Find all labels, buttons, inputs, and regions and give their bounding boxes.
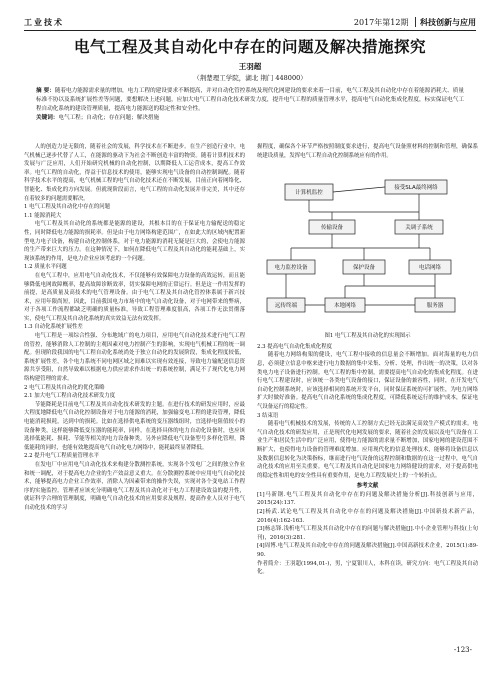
- subsection-heading: 2.2 提升电气工程质量管理水平: [24, 453, 99, 460]
- abstract-body: [36, 87, 464, 114]
- header-issue: 2017年第12期: [353, 18, 409, 27]
- header-journal: [354, 16, 476, 29]
- label-protect: 保护设备: [352, 265, 376, 272]
- paragraph: 在电气工程中，应用电气自动化技术，不仅能够有效保障电力设备的高效运转，而且能够降低电网故障概率，提高故障诊断效率，切实保障电网的正常运行。但是这一作用发挥的前提，是高质量及高技术的电气管理设备。由于电气工程及其自动化管控体系属于新兴技术，应用年限尚短，因此，目前我国电力市场中的电气自动化设备，对于电网带来的弊病，对于各项工作流程都缺乏明确的质量标准，导致工程管理难度很高，各项工作无法贯彻落实，使电气工程及其自动化系统的真实效益无法有效发挥。: [24, 272, 245, 322]
- author-bio: 作者简介：王羽超(1994,01-)，男，宁夏银川人，本科在读，研究方向：电气工程及其自动化。: [257, 560, 478, 576]
- label-control: 计算机监控: [295, 190, 323, 197]
- system-diagram: [257, 162, 478, 330]
- left-column: [24, 143, 245, 513]
- page-number: -123-: [453, 646, 472, 654]
- paragraph: 人的创造力是无限的，随着社会的发展，科学技术在不断进步。在生产创造行业中，电气机械已逐步代替了人工，在能源的驱动下为社会不断创造丰富的物资。随着计算机技术的发展与广泛应用，人们开始研究机械的自动化控制，以期降低人工运营成本，提高工作效率。电气工程的自动化，得益于信息技术的使用，能够实现电气设备的自动控制调配。随着科学技术水平的提高，电气机械工程的电气自动化技术还在不断发展，目前正向着网络化、智能化、集成化的方向发展。但就现阶段而言，电气工程的自动化发展并非完美，其中还存在着较多的问题需要解决。: [24, 144, 245, 202]
- subsection-heading: 1.1 能源消耗大: [24, 212, 62, 219]
- author: 王羽超: [238, 62, 262, 71]
- affiliation: （荆楚理工学院，湖北 荆门 448000）: [193, 74, 307, 82]
- subsection-heading: 1.3 自动化系统扩展性差: [24, 324, 83, 331]
- label-phone: 电话网络: [418, 265, 442, 272]
- header-section: 工业技术: [24, 17, 64, 27]
- label-scada: 接受SLA最终网络: [394, 185, 438, 192]
- subsection-heading: 2.1 加大电气工程自动化技术研发力度: [24, 393, 116, 400]
- section-heading: 2 电气工程及其自动化的优化策略: [24, 384, 105, 391]
- right-column: [257, 143, 478, 577]
- section-heading: 3 结束语: [257, 412, 279, 419]
- keywords-text: 电气工程；自动化；存在问题；解决措施: [58, 115, 160, 121]
- subsection-heading: 1.2 质量水平问题: [24, 264, 67, 271]
- paragraph: 电气工程及其自动化的系统都是能源的建设，其根本目的在于保证电力输配送的稳定性，同时降低电力能源的损耗率。但是由于电力网络构建范围广，在如此大的区域内配置新型电力电子设备，构建自动化控制体系，对于电力能源的消耗无疑是巨大的，会使电力能源的生产带来巨大的压力。在这种情况下，如何在降低电气工程及其自动化的能耗基础上，实现该系统的作用，是电力企业应该考虑的一个问题。: [24, 221, 245, 262]
- abstract-label: 摘 要：: [36, 88, 55, 94]
- reference-item: [3]杨志锋.浅析电气工程及其自动化中存在的问题与解决措施[J].中小企业管理与科技(上旬刊)，2016(3):281.: [257, 526, 478, 541]
- abstract-text: 随着电力能源需求量的增加，电力工程的建设要求不断提高，并对自动化管控系统及现代化网建设的要求来着一目前，电气工程及其自动化中存在着能源消耗大、质量标准不协以及系统扩展性差等问题，要想解决上述问题，应加大电气工程自动化技术研发力度，提升电气工程的质量管理水平，提高电气自动化集成化程度，标实保证电气工程自动化系统的建设管理质量，提高电力能源送的稳定性和安全性。: [36, 88, 464, 112]
- paragraph: 在发电厂中应用电气自动化技术来构建分散测控系统，实现各个发电厂之间的独立作业和统一调配，对于提高电力企业的生产效益意义重大。在分散测控系统中应用电气自动化技术，能够提高电力企业工作效率，消除人为因素带来的操作失误，实现对各个变电站工作程序的实施监控。管理者应该充分明确电气工程及其自动化对于电力工程建设效益的提升性，就证科学合理的管理制度，明确电气自动化技术的应用要求及规程，提高作业人员对于电气自动化技术的学习: [24, 461, 245, 511]
- article-title: 电气工程及其自动化中存在的问题及解决措施探究: [73, 38, 426, 56]
- abstract: [36, 87, 464, 123]
- header-column: 科技创新与应用: [415, 17, 476, 27]
- paragraph: 握程度，确保各个环节严格按照制度要求进行，提高电气设备照材料的控制和管理，确保系统建设质量，发挥电气工程自动化控制系统应有的作用。: [257, 144, 478, 159]
- keywords: [36, 114, 464, 123]
- label-power: 电力监控设备: [274, 265, 308, 272]
- keywords-label: 关键词：: [36, 115, 59, 121]
- paragraph: 随着电气机械技术的发展，传统的人工控制方式已经无法满足高效生产模式的需求。电气自动化技术的研发应用，正是现代化电网发展的要求，随着社会的发展以及电气设备在工业生产和居民生活中的广泛应用，使得电力能源的需求量不断增加，国家电网的建设范围不断扩大，也使得电力设备的管理难度增加。应用现代化的信息处理技术，能够将设备信息以及数据信息转化为决策指标，继而进行电气设备的远程控制和数据的在这一过程中，电气自动化技术的应用至关重要。电气工程及其自动化是国家电力网络健设的需求，对于提高供电的稳定性和用电的安全性具有重要作用，是电力工程发展史上的一个转折点。: [257, 421, 478, 479]
- running-header: [24, 16, 476, 31]
- label-remote: 远传终端: [274, 303, 298, 310]
- label-transfer: 传输设备: [320, 225, 344, 232]
- label-local: 本地网络: [333, 303, 357, 310]
- paragraph: 随着电力网络构架的健设，电气工程中接收的信息量会不断增加。面对海量的电力信息，必须建立信息中枢来进行电力数据的集中采集、分析、处理，作出统一的决策，以对各类电力电子设备进行控制。电气工程的集中控制，需要提高电气自动化的集成化程度。在进行电气工程建设时，应该统一各类电气设备的接口，保证设备的兼容性，同时，在开发电气自动化控制系统时，应该选择相同的系统开发平台，同时保证系统的可扩展性，为电力网络扩大时做好准备。提高电气自动化系统的集成化程度，可降低系统运行的维护成本，保证电气设备运行的稳定性。: [257, 352, 478, 410]
- paragraph: 电气工程是一项综合性强、分布地域广的电力项目，应用电气自动化技术进行电气工程的管控，能够消除人工控制的主观因素对电力控制产生的影响，实现电气机械工程的统一调配。但现阶段我国的电气工程自动化系统尚处于独立自动化的发展阶段，集成化程度较低，系统扩展性差，各个电力系统不同电网区域之间难以实现有效连接，导致电力输配送信息资源共享受阻，自然导致难以根据电力供应需求作出统一的系统控制，满足不了现代化电力网络构建管理的需求。: [24, 333, 245, 383]
- subsection-heading: 2.3 提高电气自动化集成化程度: [257, 343, 332, 350]
- figure-1: [257, 162, 478, 330]
- reference-item: [4]周博.电气工程及其自动化中存在的问题及解决措施[J].中国高新技术企业，2015(1):89-90.: [257, 543, 478, 559]
- reference-item: [1]马新钢.电气工程及其自动化中存在的问题及解决措施分析[J].科技创新与应用，2015(24):137.: [257, 491, 478, 507]
- references-title: 参考文献: [356, 483, 379, 490]
- paragraph: 节能降耗是目前电气工程及其自动化技术研发的主题。在进行技术的研发应用时，应最大程度地降低电气自动化控制设备对于电力能源的消耗，加强输变电工程的建设管理，降低电能消耗损耗，达到中的损耗。比如在选择供电系统的变压器线组时，宜选择电阻值较小的设备种类，这样能够降低变压器的能耗率，同样，在选择具体的电力自动化设备时，也应该选择低能耗、损耗、节能等相关的电力设备种类。另外应降低电气设备型号多样化管理，降低能耗的同时，也能有效地提高电气自动化电力网络中，能耗最终显著降低。: [24, 401, 245, 451]
- label-service: 服务器: [426, 303, 444, 310]
- label-relay: 关调子系统: [405, 225, 433, 232]
- figure-caption: 图1 电气工程及其自动化的实现图示: [324, 333, 411, 340]
- section-heading: 1 电气工程及其自动化中存在的问题: [24, 204, 111, 211]
- reference-item: [2]杨武.试论电气工程及其自动化中存在的问题及解决措施[J].中国新技术新产品，2016(4):162-163.: [257, 509, 478, 524]
